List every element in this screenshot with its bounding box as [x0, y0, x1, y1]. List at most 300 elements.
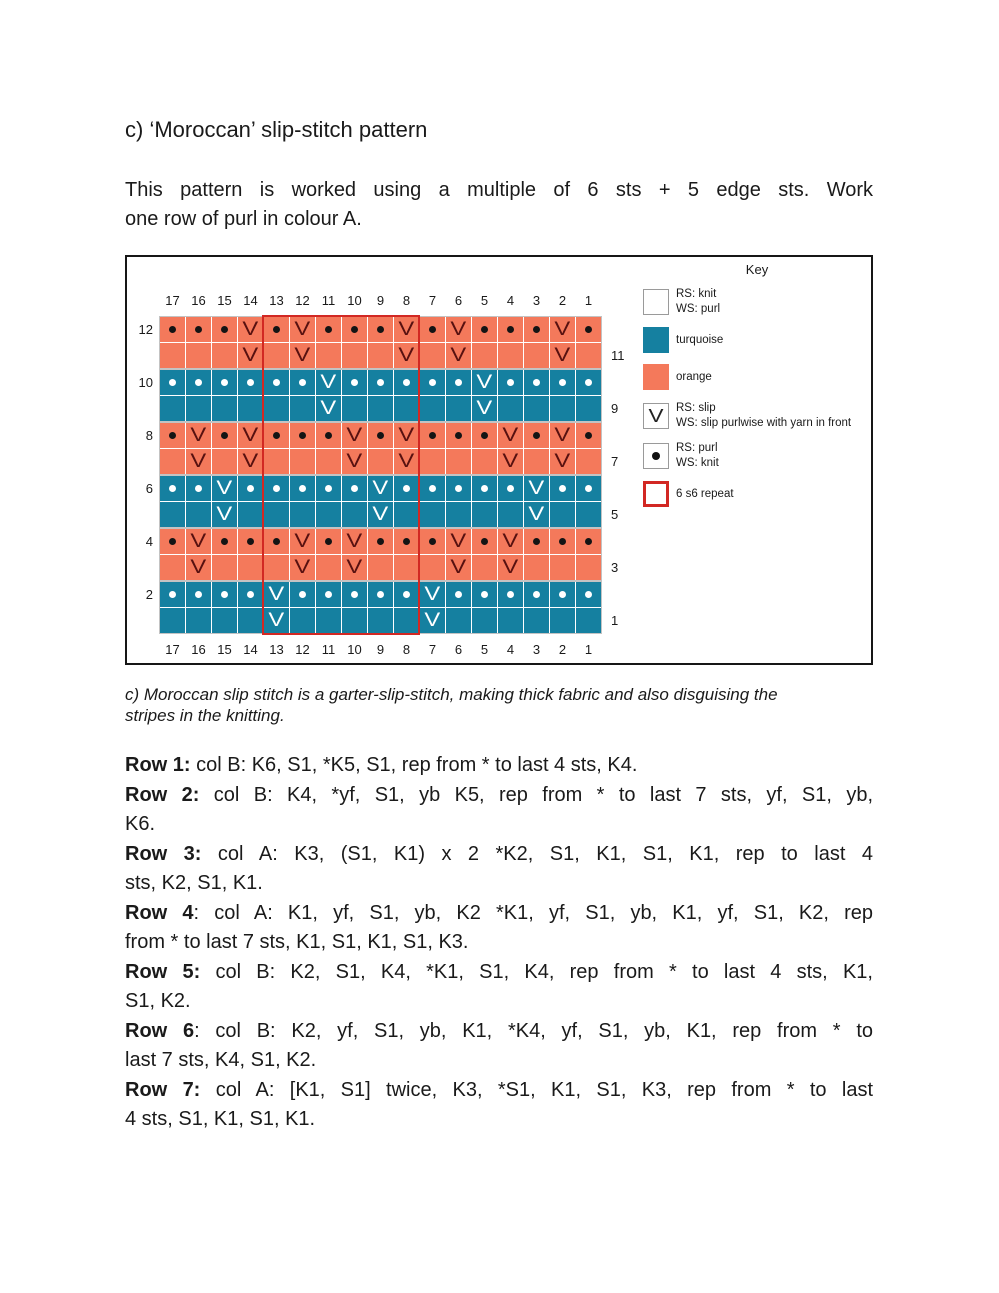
row-number-right: 5: [611, 507, 619, 522]
pattern-row: [125, 781, 873, 840]
chart-cell: [524, 502, 549, 527]
chart-cell: [550, 582, 575, 607]
chart-cell: [290, 343, 315, 368]
chart-cell: [238, 423, 263, 448]
chart-cell: [160, 449, 185, 474]
slip-symbol: V: [554, 345, 571, 366]
slip-symbol: V: [554, 451, 571, 472]
chart-cell: [524, 476, 549, 501]
purl-symbol: [195, 485, 202, 492]
slip-symbol: V: [320, 398, 337, 419]
column-number: 10: [347, 293, 362, 308]
row-number-left: 12: [138, 322, 153, 337]
chart-cell: [394, 502, 419, 527]
purl-symbol: [481, 326, 488, 333]
chart-cell: [160, 582, 185, 607]
column-number: 12: [295, 642, 310, 657]
chart-cell: [420, 370, 445, 395]
chart-cell: [524, 423, 549, 448]
purl-symbol: [455, 379, 462, 386]
purl-symbol: [169, 591, 176, 598]
chart-cell: [498, 555, 523, 580]
column-number: 6: [454, 642, 463, 657]
chart-cell: [394, 317, 419, 342]
slip-symbol: V: [450, 345, 467, 366]
chart-cell: [550, 343, 575, 368]
slip-symbol: V: [294, 319, 311, 340]
chart-cell: [212, 396, 237, 421]
pattern-instructions: [125, 751, 873, 1135]
chart-cell: [212, 502, 237, 527]
chart-cell: [446, 449, 471, 474]
slip-symbol: V: [346, 425, 363, 446]
column-number: 10: [347, 642, 362, 657]
chart-cell: [316, 608, 341, 633]
row-label: Row 5:: [125, 960, 201, 983]
purl-symbol: [169, 485, 176, 492]
chart-cell: [420, 343, 445, 368]
chart-cell: [342, 529, 367, 554]
column-number: 5: [480, 293, 489, 308]
purl-symbol: [481, 432, 488, 439]
purl-symbol: [377, 591, 384, 598]
purl-symbol: [351, 591, 358, 598]
chart-cell: [498, 423, 523, 448]
slip-symbol: V: [554, 425, 571, 446]
chart-cell: [498, 449, 523, 474]
slip-symbol: V: [242, 345, 259, 366]
row-label: Row 4: [125, 901, 194, 924]
column-number: 8: [402, 293, 411, 308]
purl-symbol: [429, 379, 436, 386]
column-number: 7: [428, 293, 437, 308]
purl-symbol: [351, 485, 358, 492]
chart-cell: [368, 343, 393, 368]
chart-cell: [498, 608, 523, 633]
purl-symbol: [247, 379, 254, 386]
purl-symbol: [325, 326, 332, 333]
chart-cell: [524, 608, 549, 633]
chart-cell: [368, 502, 393, 527]
chart-cell: [264, 555, 289, 580]
purl-symbol: [325, 485, 332, 492]
purl-symbol: [325, 432, 332, 439]
chart-cell: [264, 502, 289, 527]
key-item-label: [676, 370, 712, 385]
chart-cell: [420, 502, 445, 527]
chart-cell: [394, 343, 419, 368]
row-label: Row 1:: [125, 754, 191, 776]
chart-band: [160, 317, 601, 368]
column-number: 8: [402, 642, 411, 657]
row-number-right: 7: [611, 454, 619, 469]
chart-cell: [368, 423, 393, 448]
pattern-row-line: from * to last 7 sts, K1, S1, K1, S1, K3.: [125, 931, 469, 953]
slip-symbol: V: [268, 584, 285, 605]
chart-cell: [446, 423, 471, 448]
chart-cell: [290, 529, 315, 554]
chart-cell: [290, 449, 315, 474]
chart-cell: [524, 582, 549, 607]
slip-symbol: V: [424, 584, 441, 605]
pattern-row-line: Row 6: col B: K2, yf, S1, yb, K1, *K4, yf, S1, yb, K1, rep from * to: [125, 1019, 873, 1042]
chart-cell: [290, 370, 315, 395]
key-text-line: RS: knit: [676, 288, 717, 300]
purl-symbol: [559, 538, 566, 545]
purl-symbol: [377, 326, 384, 333]
slip-symbol: V: [476, 398, 493, 419]
chart-cell: [472, 555, 497, 580]
column-number: 15: [217, 293, 232, 308]
chart-cell: [498, 396, 523, 421]
purl-symbol: [273, 485, 280, 492]
chart-cell: [238, 555, 263, 580]
chart-cell: [576, 608, 601, 633]
column-number: 17: [165, 293, 180, 308]
chart-cell: [264, 449, 289, 474]
chart-cell: [316, 370, 341, 395]
knitting-chart-figure: [125, 255, 873, 665]
chart-cell: [472, 608, 497, 633]
column-number: 3: [532, 293, 541, 308]
column-number: 14: [243, 293, 258, 308]
slip-symbol: V: [528, 504, 545, 525]
key-item-slip: [643, 401, 873, 430]
purl-symbol: [533, 379, 540, 386]
page-title: c) ‘Moroccan’ slip-stitch pattern: [125, 117, 428, 142]
chart-cell: [212, 423, 237, 448]
key-item-label: [676, 487, 734, 502]
chart-cell: [186, 529, 211, 554]
pattern-row-line: S1, K2.: [125, 990, 191, 1012]
purl-symbol: [273, 326, 280, 333]
row-label: Row 2:: [125, 783, 200, 806]
chart-cell: [160, 370, 185, 395]
purl-symbol: [559, 379, 566, 386]
chart-cell: [524, 529, 549, 554]
column-number: 9: [376, 642, 385, 657]
chart-cell: [524, 396, 549, 421]
purl-symbol: [507, 326, 514, 333]
chart-cell: [576, 396, 601, 421]
column-number: 7: [428, 642, 437, 657]
slip-symbol: V: [242, 425, 259, 446]
pattern-row-line: Row 3: col A: K3, (S1, K1) x 2 *K2, S1, K1, S1, K1, rep to last 4: [125, 842, 873, 865]
chart-cell: [394, 529, 419, 554]
chart-band: [160, 476, 601, 527]
column-numbers-top: [160, 293, 601, 308]
chart-cell: [342, 396, 367, 421]
pattern-row: [125, 840, 873, 899]
chart-cell: [420, 582, 445, 607]
chart-cell: [550, 317, 575, 342]
slip-symbol: V: [502, 557, 519, 578]
chart-cell: [420, 555, 445, 580]
chart-cell: [576, 317, 601, 342]
purl-symbol: [377, 432, 384, 439]
pattern-row-line: Row 4: col A: K1, yf, S1, yb, K2 *K1, yf, S1, yb, K1, yf, S1, K2, rep: [125, 901, 874, 924]
key-item-purl: [643, 441, 873, 470]
purl-symbol: [221, 432, 228, 439]
intro-line: one row of purl in colour A.: [125, 208, 362, 230]
column-number: 9: [376, 293, 385, 308]
chart-cell: [342, 582, 367, 607]
slip-symbol: V: [372, 478, 389, 499]
chart-cell: [576, 476, 601, 501]
slip-symbol: V: [216, 504, 233, 525]
intro-paragraph: [125, 176, 873, 234]
chart-cell: [368, 449, 393, 474]
chart-cell: [160, 476, 185, 501]
key-text-line: RS: slip: [676, 402, 716, 414]
chart-cell: [420, 423, 445, 448]
column-numbers-bottom: [160, 642, 601, 657]
purl-symbol: [585, 538, 592, 545]
chart-cell: [212, 529, 237, 554]
column-number: 12: [295, 293, 310, 308]
pattern-row-line: last 7 sts, K4, S1, K2.: [125, 1049, 317, 1071]
purl-symbol: [403, 485, 410, 492]
purl-symbol: [195, 326, 202, 333]
chart-cell: [316, 476, 341, 501]
chart-cell: [472, 396, 497, 421]
chart-cell: [472, 529, 497, 554]
key-text-line: RS: purl: [676, 442, 718, 454]
chart-cell: [342, 476, 367, 501]
row-number-right: 9: [611, 401, 619, 416]
pattern-row-line: K6.: [125, 813, 156, 835]
chart-cell: [472, 317, 497, 342]
chart-cell: [576, 582, 601, 607]
chart-cell: [498, 343, 523, 368]
purl-symbol: [507, 485, 514, 492]
column-number: 17: [165, 642, 180, 657]
chart-cell: [186, 370, 211, 395]
chart-cell: [524, 317, 549, 342]
slip-symbol: V: [554, 319, 571, 340]
row-number-left: 8: [145, 428, 153, 443]
slip-symbol: V: [450, 557, 467, 578]
chart-cell: [212, 449, 237, 474]
key-text-line: 6 s6 repeat: [676, 487, 734, 500]
purl-symbol: [533, 591, 540, 598]
chart-cell: [550, 529, 575, 554]
chart-band: [160, 423, 601, 474]
chart-cell: [186, 502, 211, 527]
purl-symbol: [351, 326, 358, 333]
slip-symbol: V: [268, 610, 285, 631]
chart-cell: [290, 555, 315, 580]
purl-symbol: [429, 485, 436, 492]
document-page: [125, 0, 873, 1135]
pattern-row: [125, 899, 873, 958]
chart-cell: [472, 370, 497, 395]
pattern-row-line: sts, K2, S1, K1.: [125, 872, 263, 894]
row-number-left: 10: [138, 375, 153, 390]
chart-cell: [394, 449, 419, 474]
chart-cell: [160, 555, 185, 580]
chart-cell: [290, 423, 315, 448]
slip-symbol: V: [242, 451, 259, 472]
chart-cell: [212, 476, 237, 501]
purl-symbol: [195, 379, 202, 386]
chart-cell: [446, 582, 471, 607]
slip-symbol: V: [294, 345, 311, 366]
chart-cell: [238, 396, 263, 421]
chart-cell: [394, 608, 419, 633]
column-number: 11: [321, 293, 336, 308]
chart-cell: [394, 555, 419, 580]
chart-cell: [576, 370, 601, 395]
column-number: 4: [506, 293, 515, 308]
slip-symbol: V: [450, 531, 467, 552]
chart-cell: [550, 449, 575, 474]
slip-symbol: V: [294, 531, 311, 552]
chart-cell: [524, 343, 549, 368]
chart-cell: [368, 317, 393, 342]
chart-cell: [264, 343, 289, 368]
slip-symbol: V: [294, 557, 311, 578]
chart-band: [160, 370, 601, 421]
pattern-row: [125, 1017, 873, 1076]
chart-cell: [290, 502, 315, 527]
key-text-line: turquoise: [676, 333, 724, 346]
chart-cell: [186, 343, 211, 368]
purl-symbol: [455, 432, 462, 439]
chart-cell: [394, 396, 419, 421]
purl-symbol: [455, 591, 462, 598]
chart-cell: [290, 317, 315, 342]
chart-band: [160, 529, 601, 580]
purl-symbol: [429, 432, 436, 439]
purl-symbol: [351, 379, 358, 386]
chart-cell: [160, 608, 185, 633]
purl-symbol: [299, 591, 306, 598]
chart-cell: [186, 396, 211, 421]
column-number: 5: [480, 642, 489, 657]
purl-symbol: [585, 326, 592, 333]
chart-cell: [264, 476, 289, 501]
slip-symbol: V: [242, 319, 259, 340]
purl-swatch: [643, 443, 669, 469]
pattern-row-line: Row 1: col B: K6, S1, *K5, S1, rep from * to last 4 sts, K4.: [125, 754, 638, 776]
chart-grid: [160, 317, 601, 633]
slip-symbol: V: [502, 425, 519, 446]
pattern-row-line: Row 2: col B: K4, *yf, S1, yb K5, rep from * to last 7 sts, yf, S1, yb,: [125, 783, 873, 806]
chart-cell: [186, 555, 211, 580]
chart-cell: [186, 476, 211, 501]
chart-cell: [160, 343, 185, 368]
slip-symbol: V: [398, 425, 415, 446]
chart-cell: [316, 423, 341, 448]
chart-cell: [550, 476, 575, 501]
pattern-row: [125, 751, 873, 781]
slip-symbol: V: [398, 345, 415, 366]
row-number-left: 2: [145, 587, 153, 602]
key-item-label: [676, 333, 723, 348]
chart-cell: [238, 582, 263, 607]
pattern-row-line: Row 5: col B: K2, S1, K4, *K1, S1, K4, rep from * to last 4 sts, K1,: [125, 960, 873, 983]
purl-symbol: [299, 485, 306, 492]
purl-symbol: [195, 591, 202, 598]
slip-symbol: V: [320, 372, 337, 393]
chart-cell: [238, 608, 263, 633]
purl-symbol: [403, 591, 410, 598]
chart-cell: [186, 449, 211, 474]
chart-cell: [238, 343, 263, 368]
chart-cell: [212, 555, 237, 580]
chart-cell: [550, 502, 575, 527]
row-label: Row 6: [125, 1019, 195, 1042]
chart-cell: [238, 370, 263, 395]
blank-swatch: [643, 289, 669, 315]
chart-cell: [420, 608, 445, 633]
chart-cell: [394, 476, 419, 501]
purl-symbol: [169, 326, 176, 333]
chart-cell: [550, 608, 575, 633]
column-number: 16: [191, 293, 206, 308]
chart-cell: [576, 502, 601, 527]
figure-caption: [125, 684, 873, 726]
chart-cell: [186, 608, 211, 633]
chart-cell: [264, 423, 289, 448]
turquoise-swatch: [643, 327, 669, 353]
purl-symbol: [533, 432, 540, 439]
chart-cell: [238, 317, 263, 342]
column-number: 2: [558, 293, 567, 308]
chart-cell: [576, 343, 601, 368]
chart-cell: [290, 396, 315, 421]
chart-cell: [368, 476, 393, 501]
purl-symbol: [247, 538, 254, 545]
chart-cell: [498, 317, 523, 342]
purl-symbol: [481, 485, 488, 492]
slip-symbol: V: [398, 319, 415, 340]
chart-cell: [186, 582, 211, 607]
chart-cell: [342, 555, 367, 580]
purl-symbol: [481, 538, 488, 545]
purl-symbol: [273, 538, 280, 545]
chart-cell: [160, 529, 185, 554]
purl-symbol: [585, 485, 592, 492]
purl-symbol: [403, 538, 410, 545]
purl-symbol: [221, 379, 228, 386]
key-item-label: [676, 441, 719, 470]
chart-cell: [212, 370, 237, 395]
slip-symbol: V: [346, 531, 363, 552]
chart-cell: [498, 529, 523, 554]
key-text-line: orange: [676, 370, 712, 383]
chart-cell: [420, 476, 445, 501]
chart-cell: [212, 317, 237, 342]
chart-cell: [446, 317, 471, 342]
chart-cell: [550, 370, 575, 395]
slip-symbol: V: [190, 425, 207, 446]
chart-cell: [212, 582, 237, 607]
intro-line: This pattern is worked using a multiple of 6 sts + 5 edge sts. Work: [125, 179, 873, 201]
purl-symbol: [585, 591, 592, 598]
column-number: 2: [558, 642, 567, 657]
column-number: 1: [584, 293, 593, 308]
chart-cell: [212, 608, 237, 633]
chart-cell: [160, 317, 185, 342]
chart-cell: [316, 529, 341, 554]
key-text-line: WS: knit: [676, 456, 719, 469]
row-label: Row 3:: [125, 842, 202, 865]
chart-cell: [420, 449, 445, 474]
chart-cell: [446, 476, 471, 501]
chart-cell: [524, 555, 549, 580]
